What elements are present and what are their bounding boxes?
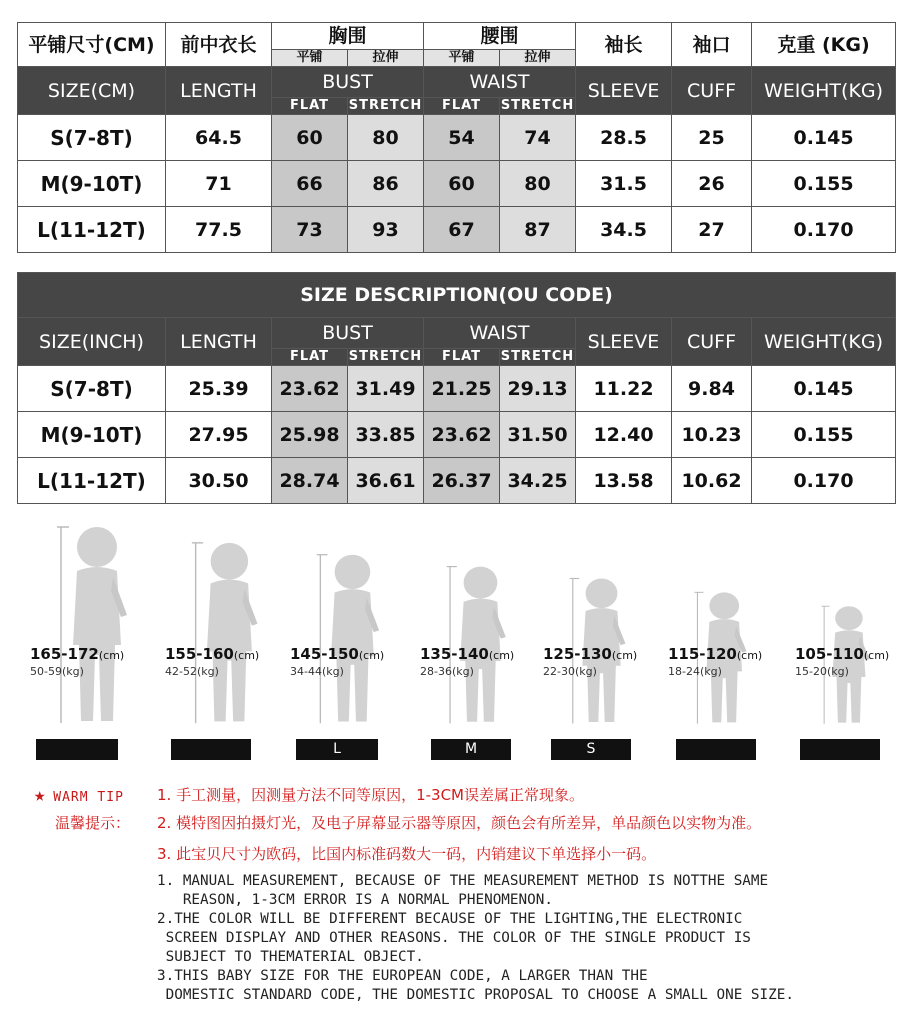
height-guide (0, 515, 915, 765)
cn-bust-stretch: 拉伸 (348, 50, 424, 67)
length-cell: 25.39 (166, 366, 272, 412)
en-waist-stretch: STRETCH (500, 98, 575, 113)
en-bust-stretch: STRETCH (348, 98, 423, 113)
size-cell: S(7-8T) (18, 115, 166, 161)
height-range (290, 645, 384, 663)
cuff-cell: 10.23 (672, 412, 752, 458)
sleeve-cell: 13.58 (576, 458, 672, 504)
weight-cell: 0.170 (752, 458, 896, 504)
length-cell: 30.50 (166, 458, 272, 504)
inch-size-header: SIZE(INCH) (18, 318, 166, 366)
weight-range: 18-24(kg) (668, 665, 722, 678)
child-silhouette (55, 525, 145, 725)
cn-waist-header: 腰围 (424, 23, 576, 50)
tip-cn-line-1: 1. 手工测量，因测量方法不同等原因，1-3CM误差属正常现象。 (157, 786, 584, 804)
en-waist-flat: FLAT (424, 98, 500, 115)
bust-stretch-cell: 36.61 (348, 458, 424, 504)
height-value: 125-130 (543, 645, 612, 663)
weight-range: 28-36(kg) (420, 665, 474, 678)
table-row (18, 207, 896, 253)
inch-bust-flat: FLAT (272, 349, 348, 366)
height-unit: (cm) (863, 649, 890, 662)
size-bar: S (551, 739, 631, 760)
cuff-cell: 9.84 (672, 366, 752, 412)
table-row (18, 366, 896, 412)
bust-flat-cell: 66 (272, 161, 348, 207)
en-bust-flat: FLAT (272, 98, 348, 115)
waist-flat-cell: 67 (424, 207, 500, 253)
waist-flat-cell: 21.25 (424, 366, 500, 412)
size-cell: S(7-8T) (18, 366, 166, 412)
waist-flat-cell: 26.37 (424, 458, 500, 504)
cn-waist-flat: 平铺 (424, 50, 500, 67)
weight-cell: 0.155 (752, 161, 896, 207)
table-row (18, 161, 896, 207)
waist-flat-cell: 54 (424, 115, 500, 161)
height-value: 145-150 (290, 645, 359, 663)
inch-waist-flat: FLAT (424, 349, 500, 366)
en-waist-header: WAIST (424, 67, 576, 98)
weight-cell: 0.145 (752, 366, 896, 412)
height-value: 135-140 (420, 645, 489, 663)
cuff-cell: 25 (672, 115, 752, 161)
weight-range: 15-20(kg) (795, 665, 849, 678)
height-range (30, 645, 124, 663)
height-range (420, 645, 514, 663)
height-range (668, 645, 762, 663)
warm-tip-cn-label: 温馨提示： (55, 814, 131, 832)
weight-range: 42-52(kg) (165, 665, 219, 678)
waist-stretch-cell: 31.50 (500, 412, 576, 458)
sleeve-cell: 28.5 (576, 115, 672, 161)
cuff-cell: 26 (672, 161, 752, 207)
tip-en-block: 1. MANUAL MEASUREMENT, BECAUSE OF THE MEASUREMENT METHOD IS NOTTHE SAME REASON, 1-3CM ERROR IS A NORMAL PHENOMENON. 2.THE COLOR WILL BE DIFFERENT BECAUSE OF THE LIGHTING,THE ELECTRONIC SCREEN DISPLAY AND OTHER REASONS. THE COLOR OF THE SINGLE PRODUCT IS SUBJECT TO THEMATERIAL OBJECT. 3.THIS BABY SIZE FOR THE EUROPEAN CODE, A LARGER THAN THE DOMESTIC STANDARD CODE, THE DOMESTIC PROPOSAL TO CHOOSE A SMALL ONE SIZE. (157, 873, 794, 1003)
bust-stretch-cell: 93 (348, 207, 424, 253)
en-bust-header: BUST (272, 67, 424, 98)
inch-sleeve-header: SLEEVE (576, 318, 672, 366)
weight-range: 22-30(kg) (543, 665, 597, 678)
sleeve-cell: 11.22 (576, 366, 672, 412)
en-sleeve-header: SLEEVE (576, 67, 672, 115)
inch-length-header: LENGTH (166, 318, 272, 366)
size-bar (676, 739, 756, 760)
inch-bust-header: BUST (272, 318, 424, 349)
bust-flat-cell: 60 (272, 115, 348, 161)
cn-waist-stretch: 拉伸 (500, 50, 576, 67)
waist-flat-cell: 23.62 (424, 412, 500, 458)
child-silhouette-icon (190, 541, 274, 725)
waist-stretch-cell: 29.13 (500, 366, 576, 412)
cn-cuff-header: 袖口 (672, 23, 752, 67)
height-value: 115-120 (668, 645, 737, 663)
height-unit: (cm) (488, 649, 515, 662)
cn-header-row (18, 23, 896, 50)
size-table-inch (17, 272, 896, 504)
bust-stretch-cell: 80 (348, 115, 424, 161)
inch-weight-header: WEIGHT(KG) (752, 318, 896, 366)
weight-cell: 0.155 (752, 412, 896, 458)
cn-weight-header: 克重 (KG) (752, 23, 896, 67)
height-range (165, 645, 259, 663)
bust-flat-cell: 73 (272, 207, 348, 253)
size-table-cm (17, 22, 896, 253)
en-cuff-header: CUFF (672, 67, 752, 115)
waist-flat-cell: 60 (424, 161, 500, 207)
waist-stretch-cell: 34.25 (500, 458, 576, 504)
size-bar: M (431, 739, 511, 760)
size-bar (171, 739, 251, 760)
inch-cuff-header: CUFF (672, 318, 752, 366)
cuff-cell: 27 (672, 207, 752, 253)
length-cell: 71 (166, 161, 272, 207)
weight-cell: 0.170 (752, 207, 896, 253)
inch-waist-header: WAIST (424, 318, 576, 349)
sleeve-cell: 12.40 (576, 412, 672, 458)
bust-flat-cell: 25.98 (272, 412, 348, 458)
length-cell: 77.5 (166, 207, 272, 253)
table-row (18, 412, 896, 458)
size-bar (36, 739, 118, 760)
inch-bust-stretch: STRETCH (348, 349, 423, 364)
warm-tip-label (34, 784, 124, 806)
size-bar (800, 739, 880, 760)
inch-waist-stretch: STRETCH (500, 349, 575, 364)
bust-stretch-cell: 86 (348, 161, 424, 207)
star-icon: ★ (34, 784, 46, 806)
height-range (543, 645, 637, 663)
sleeve-cell: 31.5 (576, 161, 672, 207)
waist-stretch-cell: 74 (500, 115, 576, 161)
tip-cn-line-3: 3. 此宝贝尺寸为欧码，比国内标准码数大一码，内销建议下单选择小一码。 (157, 845, 657, 863)
height-unit: (cm) (736, 649, 763, 662)
child-silhouette (315, 553, 395, 725)
bust-stretch-cell: 33.85 (348, 412, 424, 458)
cn-bust-flat: 平铺 (272, 50, 348, 67)
en-header-row (18, 67, 896, 98)
size-cell: L(11-12T) (18, 458, 166, 504)
length-cell: 27.95 (166, 412, 272, 458)
sleeve-cell: 34.5 (576, 207, 672, 253)
cn-sleeve-header: 袖长 (576, 23, 672, 67)
size-bar: L (296, 739, 378, 760)
weight-range: 50-59(kg) (30, 665, 84, 678)
child-silhouette (190, 541, 274, 725)
height-unit: (cm) (358, 649, 385, 662)
en-size-header: SIZE(CM) (18, 67, 166, 115)
height-value: 105-110 (795, 645, 864, 663)
waist-stretch-cell: 80 (500, 161, 576, 207)
cn-size-header: 平铺尺寸(CM) (18, 23, 166, 67)
en-length-header: LENGTH (166, 67, 272, 115)
table-row (18, 458, 896, 504)
tip-cn-line-2: 2. 模特图因拍摄灯光，及电子屏幕显示器等原因，颜色会有所差异，单品颜色以实物为准。 (157, 814, 762, 832)
warm-tip-title: WARM TIP (53, 790, 124, 805)
bust-flat-cell: 23.62 (272, 366, 348, 412)
en-weight-header: WEIGHT(KG) (752, 67, 896, 115)
inch-title-row (18, 273, 896, 318)
inch-header-row (18, 318, 896, 349)
weight-cell: 0.145 (752, 115, 896, 161)
height-value: 155-160 (165, 645, 234, 663)
length-cell: 64.5 (166, 115, 272, 161)
size-cell: M(9-10T) (18, 412, 166, 458)
weight-range: 34-44(kg) (290, 665, 344, 678)
height-value: 165-172 (30, 645, 99, 663)
height-range (795, 645, 889, 663)
size-cell: M(9-10T) (18, 161, 166, 207)
waist-stretch-cell: 87 (500, 207, 576, 253)
bust-stretch-cell: 31.49 (348, 366, 424, 412)
child-silhouette-icon (55, 525, 145, 725)
size-cell: L(11-12T) (18, 207, 166, 253)
table-row (18, 115, 896, 161)
height-unit: (cm) (611, 649, 638, 662)
bust-flat-cell: 28.74 (272, 458, 348, 504)
height-unit: (cm) (233, 649, 260, 662)
cn-length-header: 前中衣长 (166, 23, 272, 67)
height-unit: (cm) (98, 649, 125, 662)
inch-table-title: SIZE DESCRIPTION(OU CODE) (18, 273, 896, 318)
child-silhouette-icon (315, 553, 395, 725)
cuff-cell: 10.62 (672, 458, 752, 504)
cn-bust-header: 胸围 (272, 23, 424, 50)
